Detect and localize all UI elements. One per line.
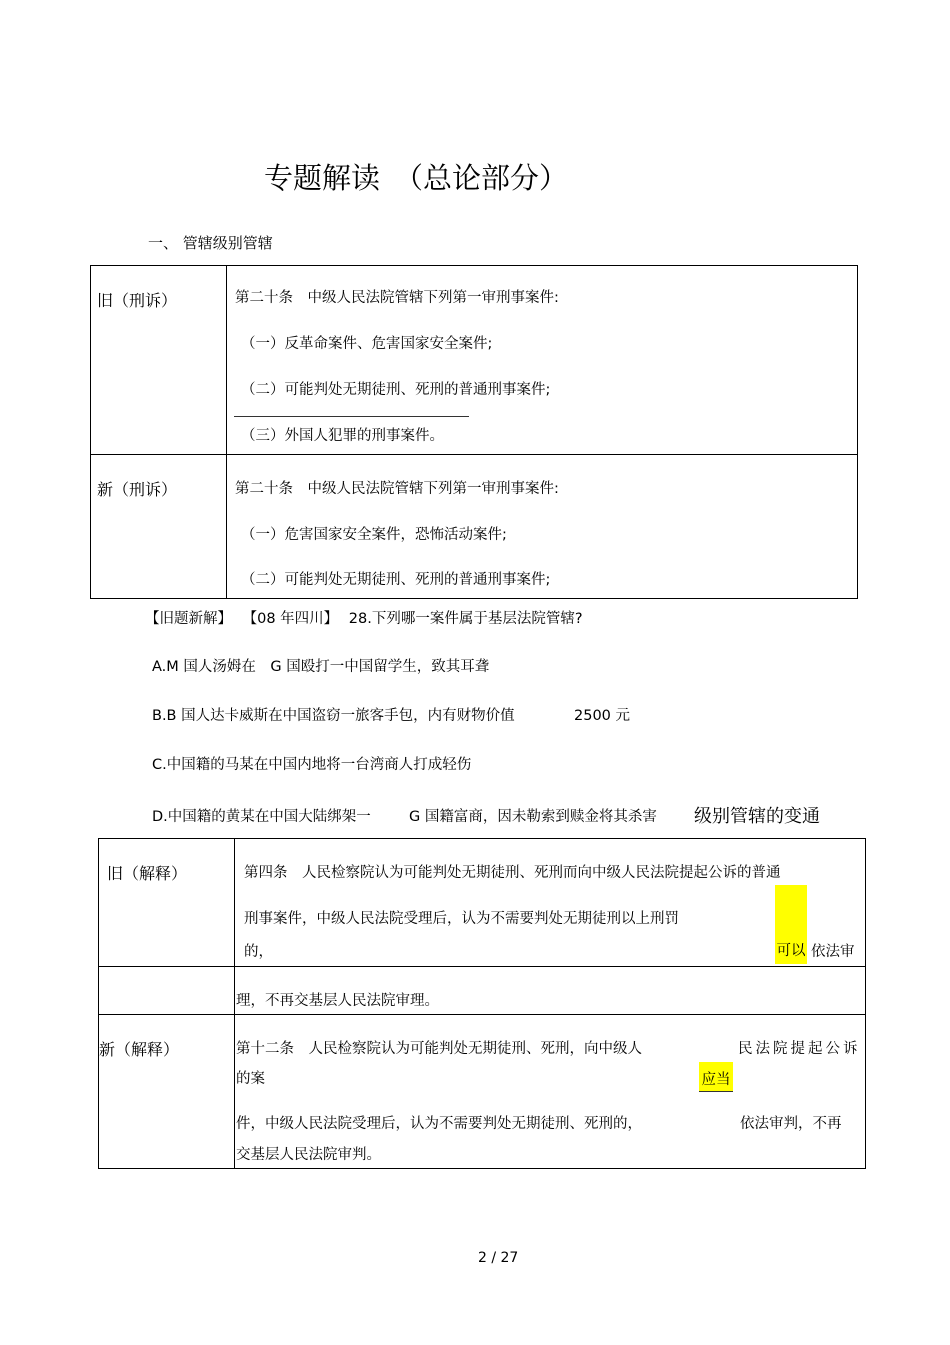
question-source: 【08 年四川】 bbox=[242, 611, 339, 627]
page-number: 2 / 27 bbox=[478, 1250, 519, 1266]
doc-title-paren: （总论部分） bbox=[394, 161, 569, 195]
row-content-cell bbox=[227, 455, 858, 599]
interpretation-table bbox=[98, 838, 866, 1169]
row-label: 旧（解释） bbox=[107, 864, 188, 883]
article-line: （二）可能判处无期徒刑、死刑的普通刑事案件; bbox=[241, 382, 551, 398]
section-heading-2: 级别管辖的变通 bbox=[694, 806, 820, 827]
article-line: 第十二条 人民检察院认为可能判处无期徒刑、死刑，向中级人 bbox=[236, 1041, 642, 1057]
row-label-cell bbox=[99, 1015, 235, 1169]
option-c: C.中国籍的马某在中国内地将一台湾商人打成轻伤 bbox=[152, 757, 472, 773]
article-line: 刑事案件，中级人民法院受理后，认为不需要判处无期徒刑以上刑罚 bbox=[244, 911, 679, 927]
option-b-value: 2500 元 bbox=[574, 708, 631, 724]
doc-title: 专题解读 bbox=[264, 161, 381, 195]
article-line-cont: 民法院提起公诉 bbox=[738, 1041, 861, 1057]
row-label: 新（解释） bbox=[99, 1040, 180, 1059]
strike-rule bbox=[234, 416, 469, 417]
section-heading: 一、 管辖级别管辖 bbox=[148, 234, 273, 252]
row-label-cell bbox=[91, 266, 227, 455]
article-line: 交基层人民法院审判。 bbox=[236, 1147, 381, 1163]
option-b: B.B 国人达卡威斯在中国盗窃一旅客手包，内有财物价值 bbox=[152, 708, 515, 724]
article-line: 第二十条 中级人民法院管辖下列第一审刑事案件: bbox=[235, 290, 559, 306]
article-line: 理，不再交基层人民法院审理。 bbox=[236, 993, 439, 1009]
row-content-cell bbox=[235, 1015, 866, 1169]
option-a: A.M 国人汤姆在 G 国殴打一中国留学生，致其耳聋 bbox=[152, 659, 490, 675]
row-content-cell bbox=[235, 839, 866, 967]
article-line: （一）危害国家安全案件，恐怖活动案件; bbox=[241, 527, 507, 543]
option-d-cont: G 国籍富商，因未勒索到赎金将其杀害 bbox=[409, 809, 657, 825]
question-tag: 【旧题新解】 bbox=[145, 611, 232, 627]
article-line: （三）外国人犯罪的刑事案件。 bbox=[241, 428, 444, 444]
highlight-keyword: 应当 bbox=[699, 1062, 733, 1092]
table-row bbox=[99, 967, 866, 1015]
row-label-cell bbox=[91, 455, 227, 599]
table-row bbox=[91, 266, 858, 455]
table-row bbox=[99, 839, 866, 967]
article-line: 第四条 人民检察院认为可能判处无期徒刑、死刑而向中级人民法院提起公诉的普通 bbox=[244, 865, 781, 881]
row-label-cell bbox=[99, 967, 235, 1015]
article-line: 的， bbox=[244, 944, 273, 960]
table-row bbox=[99, 1015, 866, 1169]
question-stem-line bbox=[145, 607, 583, 628]
article-line: （二）可能判处无期徒刑、死刑的普通刑事案件; bbox=[241, 572, 551, 588]
highlight-keyword: 可以 bbox=[775, 885, 807, 964]
table-row bbox=[91, 455, 858, 599]
row-content-cell bbox=[227, 266, 858, 455]
article-line: 件，中级人民法院受理后，认为不需要判处无期徒刑、死刑的， bbox=[236, 1116, 642, 1132]
row-label: 新（刑诉） bbox=[97, 480, 178, 499]
criminal-procedure-table bbox=[90, 265, 858, 599]
article-line: 第二十条 中级人民法院管辖下列第一审刑事案件: bbox=[235, 481, 559, 497]
article-line: 的案 bbox=[236, 1071, 265, 1087]
article-line-cont: 依法审判，不再 bbox=[740, 1116, 842, 1132]
article-line: （一）反革命案件、危害国家安全案件; bbox=[241, 336, 493, 352]
row-label-cell bbox=[99, 839, 235, 967]
row-content-cell bbox=[235, 967, 866, 1015]
question-stem: 28.下列哪一案件属于基层法院管辖? bbox=[348, 611, 583, 627]
row-label: 旧（刑诉） bbox=[97, 291, 178, 310]
option-d: D.中国籍的黄某在中国大陆绑架一 bbox=[152, 809, 371, 825]
article-line-end: 依法审 bbox=[811, 944, 855, 960]
